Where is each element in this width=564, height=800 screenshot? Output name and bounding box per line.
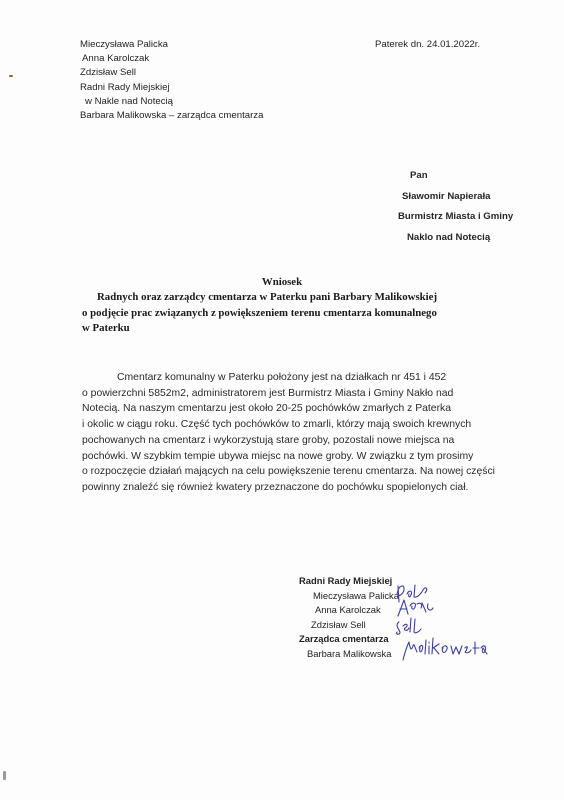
sender-line: Anna Karolczak bbox=[82, 53, 150, 65]
sender-line: Mieczysława Palicka bbox=[80, 39, 168, 50]
recipient-line: Naklo nad Notecią bbox=[407, 231, 491, 243]
sender-line: Barbara Malikowska – zarządca cmentarza bbox=[80, 110, 264, 122]
scan-speck bbox=[9, 75, 13, 77]
body-line: Cmentarz komunalny w Paterku położony jest na działkach nr 451 i 452 bbox=[117, 372, 447, 383]
recipient-line: Sławomir Napierała bbox=[402, 190, 491, 202]
signature-block bbox=[299, 574, 399, 662]
sender-line: w Nakle nad Notecią bbox=[85, 95, 173, 107]
body-line: powinny znaleźć się również kwatery przeznaczone do pochówku spopielonych ciał. bbox=[82, 481, 469, 493]
body-line: o powierzchni 5852m2, administratorem jest Burmistrz Miasta i Gminy Nakło nad bbox=[82, 387, 454, 399]
scan-speck bbox=[3, 771, 6, 780]
document-heading: Wniosek bbox=[261, 276, 303, 288]
manager-heading: Zarządca cmentarza bbox=[299, 633, 389, 645]
signature-heading: Radni Rady Miejskiej bbox=[299, 575, 393, 586]
senders-block bbox=[80, 38, 263, 123]
letter-body bbox=[82, 370, 522, 496]
signature-sell bbox=[397, 618, 421, 634]
manager-name: Barbara Malikowska bbox=[307, 647, 392, 659]
body-line: o rozpoczęcie działań mających na celu powiększenie terenu cmentarza. Na nowej części bbox=[82, 466, 495, 478]
recipient-line: Burmistrz Miasta i Gminy bbox=[398, 211, 514, 222]
subject-line: o podjęcie prac związanych z powiększeniem terenu cmentarza komunalnego bbox=[82, 306, 437, 319]
subject-line: Radnych oraz zarządcy cmentarza w Paterku pani Barbary Malikowskiej bbox=[97, 291, 438, 303]
handwritten-signatures bbox=[395, 582, 515, 662]
body-line: Notecią. Na naszym cmentarzu jest około 20-25 pochówków zmarłych z Paterka bbox=[82, 403, 452, 415]
place-date: Paterek dn. 24.01.2022r. bbox=[375, 39, 481, 50]
recipient-line: Pan bbox=[410, 170, 428, 181]
signature-karolczak bbox=[398, 600, 433, 616]
body-line: pochówki. W szybkim tempie ubywa miejsc na nowe groby. W związku z tym prosimy bbox=[82, 450, 474, 462]
signature-palicka bbox=[397, 585, 427, 602]
signature-malikowska bbox=[403, 638, 487, 660]
body-line: i okolic w ciągu roku. Część tych pochówków to zmarli, którzy mają swoich krewnych bbox=[82, 419, 472, 431]
sender-line: Radni Rady Miejskiej bbox=[80, 81, 170, 93]
recipient-block bbox=[398, 166, 513, 248]
signatory-name: Mieczysława Palicka bbox=[313, 589, 399, 601]
sender-line: Zdzisław Sell bbox=[80, 67, 136, 79]
signatory-name: Zdzisław Sell bbox=[311, 618, 366, 630]
body-line: pochowanych na cmentarz i wykorzystują stare groby, pozostali nowe miejsca na bbox=[82, 434, 455, 446]
document-subject bbox=[82, 290, 437, 337]
signatory-name: Anna Karolczak bbox=[315, 604, 381, 616]
subject-line: w Paterku bbox=[82, 322, 130, 334]
